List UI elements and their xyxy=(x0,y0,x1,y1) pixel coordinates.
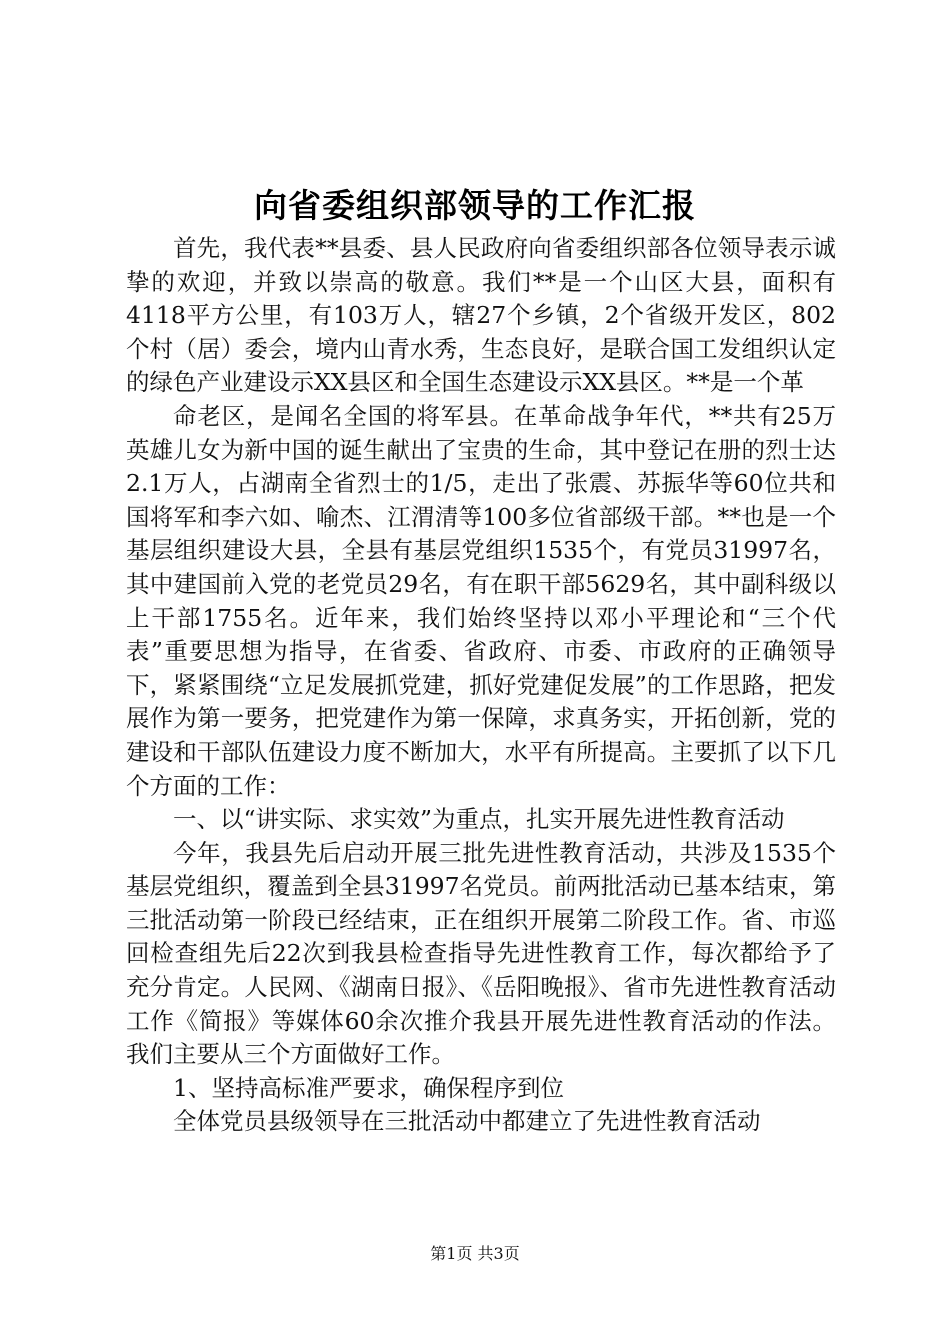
subsection-heading-1: 1、坚持高标准严要求，确保程序到位 xyxy=(173,1073,564,1102)
paragraph-history: 命老区，是闻名全国的将军县。在革命战争年代，**共有25万英雄儿女为新中国的诞生献出了宝贵的生命，其中登记在册的烈士达2.1万人，占湖南全省烈士的1/5，走出了张震、苏振华等60位共和国将军和李六如、喻杰、江渭清等100多位省部级干部。**也是一个基层组织建设大县，全县有基层党组织1535个，有党员31997名，其中建国前入党的老党员29名，有在职干部5629名，其中副科级以上干部1755名。近年来，我们始终坚持以邓小平理论和“三个代表”重要思想为指导，在省委、省政府、市委、市政府的正确领导下，紧紧围绕“立足发展抓党建，抓好党建促发展”的工作思路，把发展作为第一要务，把党建作为第一保障，求真务实，开拓创新，党的建设和干部队伍建设力度不断加大，水平有所提高。主要抓了以下几个方面的工作： xyxy=(126,401,836,800)
page-footer: 第1页 共3页 xyxy=(430,1244,520,1263)
paragraph-intro: 首先，我代表**县委、县人民政府向省委组织部各位领导表示诚挚的欢迎，并致以崇高的敬意。我们**是一个山区大县，面积有4118平方公里，有103万人，辖27个乡镇，2个省级开发区，802个村（居）委会，境内山青水秀，生态良好，是联合国工发组织认定的绿色产业建设示XX县区和全国生态建设示XX县区。**是一个革 xyxy=(126,234,836,397)
document-body xyxy=(126,232,836,1139)
document-title: 向省委组织部领导的工作汇报 xyxy=(254,186,696,225)
paragraph-subsection-1: 全体党员县级领导在三批活动中都建立了先进性教育活动 xyxy=(173,1107,761,1136)
paragraph-section-1: 今年，我县先后启动开展三批先进性教育活动，共涉及1535个基层党组织，覆盖到全县31997名党员。前两批活动已基本结束，第三批活动第一阶段已经结束，正在组织开展第二阶段工作。省、市巡回检查组先后22次到我县检查指导先进性教育工作，每次都给予了充分肯定。人民网、《湖南日报》、《岳阳晚报》、省市先进性教育活动工作《简报》等媒体60余次推介我县开展先进性教育活动的作法。我们主要从三个方面做好工作。 xyxy=(126,838,836,1069)
section-heading-1: 一、以“讲实际、求实效”为重点，扎实开展先进性教育活动 xyxy=(173,805,785,834)
